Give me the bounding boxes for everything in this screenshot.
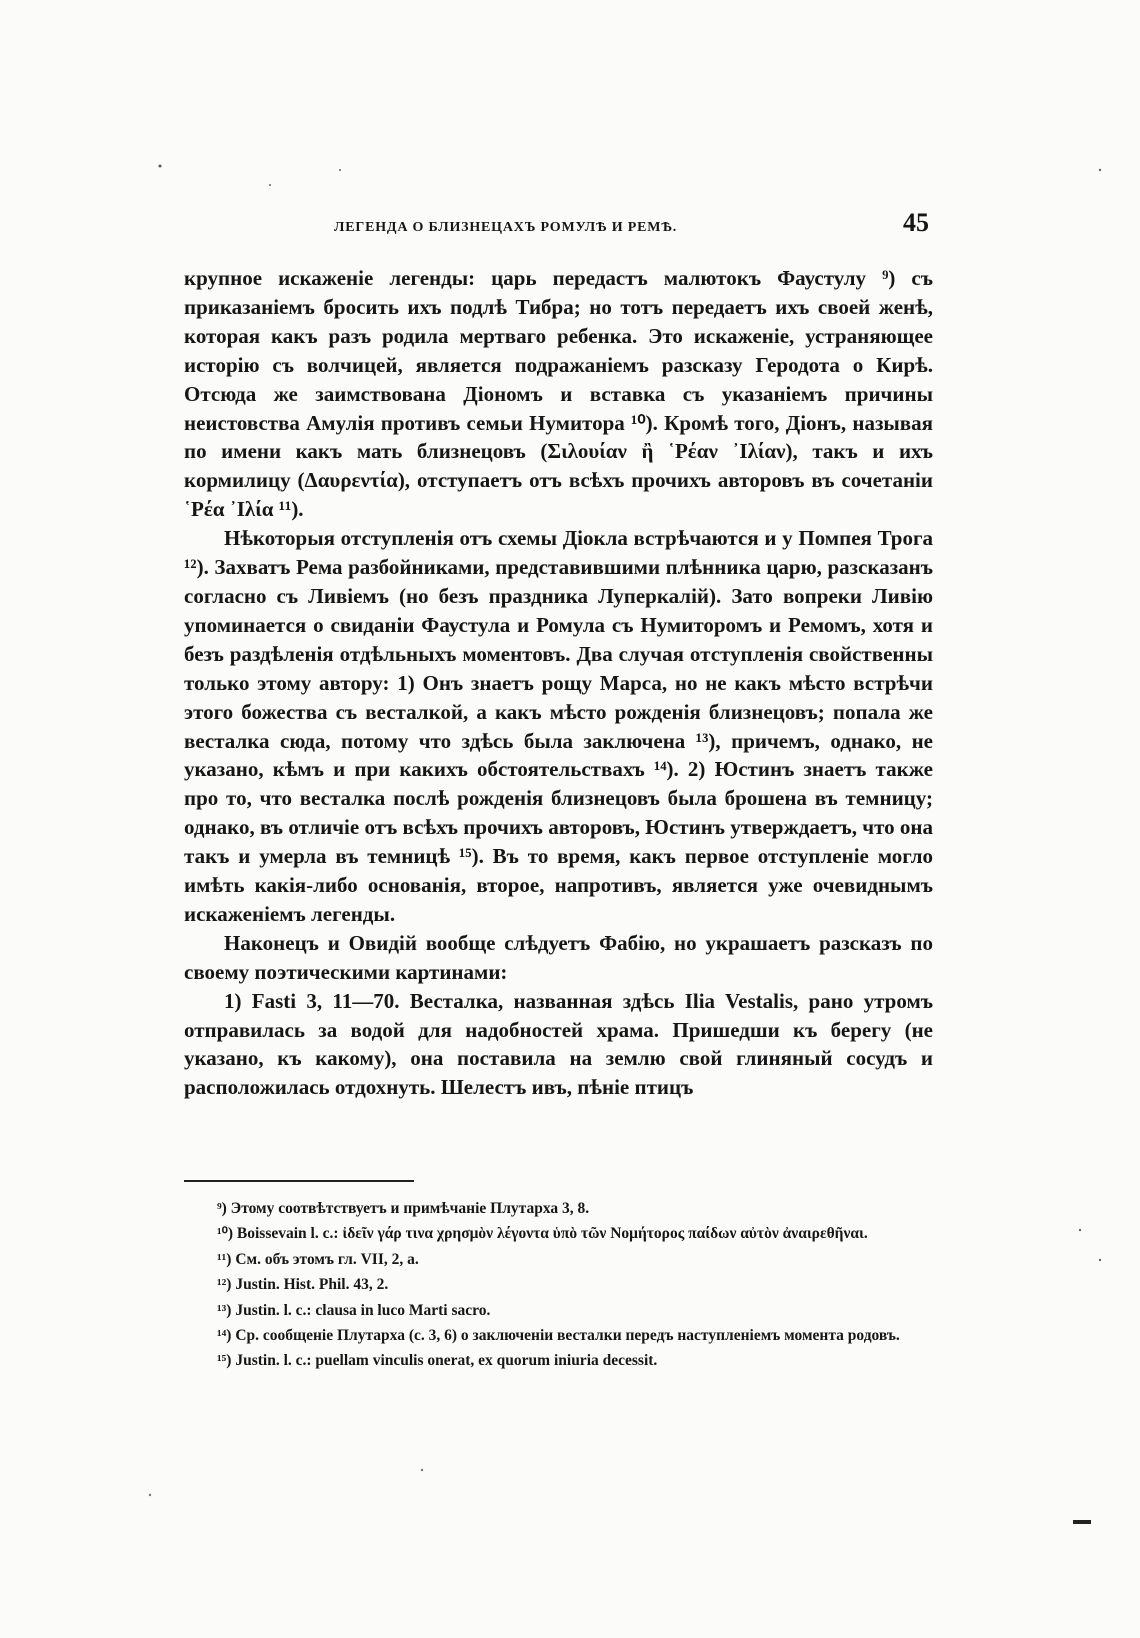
footnote: ¹¹) См. объ этомъ гл. VII, 2, a. bbox=[217, 1250, 419, 1268]
page-header bbox=[184, 204, 933, 244]
footnote: ¹⁵) Justin. l. c.: puellam vinculis onerat, ex quorum iniuria decessit. bbox=[217, 1352, 658, 1370]
footnote-rule bbox=[184, 1180, 414, 1182]
paragraph: крупное искаженіе легенды: царь передастъ малютокъ Фаустулу ⁹) съ приказаніемъ бросить ихъ подлѣ Тибра; но тотъ передаетъ ихъ своей женѣ, которая какъ разъ родила мертваго ребенка. Это искаженіе, устраняющее исторію съ волчицей, является подражаніемъ разсказу Геродота о Кирѣ. Отсюда же заимствована Діономъ и вставка съ указаніемъ причины неистовства Амулія противъ семьи Нумитора ¹⁰). Кромѣ того, Діонъ, называя по имени какъ мать близнецовъ (Σιλουίαν ἢ ῾Ρέαν ᾿Ιλίαν), такъ и ихъ кормилицу (Δαυρεντία), отступаетъ отъ всѣхъ прочихъ авторовъ въ сочетаніи ῾Ρέα ᾿Ιλία ¹¹). bbox=[184, 266, 933, 522]
footnote: ¹³) Justin. l. c.: clausa in luco Marti sacro. bbox=[217, 1301, 491, 1319]
paragraph: Нѣкоторыя отступленія отъ схемы Діокла встрѣчаются и у Помпея Трога ¹²). Захватъ Рема разбойниками, представившими плѣнника царю, разсказанъ согласно съ Ливіемъ (но безъ праздника Луперкалій). Зато вопреки Ливію упоминается о свиданіи Фаустула и Ромула съ Нумиторомъ и Ремомъ, хотя и безъ раздѣленія отдѣльныхъ моментовъ. Два случая отступленія свойственны только этому автору: 1) Онъ знаетъ рощу Марса, но не какъ мѣсто встрѣчи этого божества съ весталкой, а какъ мѣсто рожденія близнецовъ; попала же весталка сюда, потому что здѣсь была заключена ¹³), причемъ, однако, не указано, кѣмъ и при какихъ обстоятельствахъ ¹⁴). 2) Юстинъ знаетъ также про то, что весталка послѣ рожденія близнецовъ была брошена въ темницу; однако, въ отличіе отъ всѣхъ прочихъ авторовъ, Юстинъ утверждаетъ, что она такъ и умерла въ темницѣ ¹⁵). Въ то время, какъ первое отступленіе могло имѣть какія-либо основанія, второе, напротивъ, является уже очевиднымъ искаженіемъ легенды. bbox=[184, 526, 933, 926]
paragraph: Наконецъ и Овидій вообще слѣдуетъ Фабію, но украшаетъ разсказъ по своему поэтическими картинами: bbox=[184, 930, 933, 984]
footnote: ¹⁴) Ср. сообщеніе Плутарха (с. 3, 6) о заключеніи весталки передъ наступленіемъ момента родовъ. bbox=[217, 1327, 900, 1345]
paragraph: 1) Fasti 3, 11—70. Весталка, названная здѣсь Ilia Vestalis, рано утромъ отправилась за водой для надобностей храма. Пришедши къ берегу (не указано, къ какому), она поставила на землю свой глиняный сосудъ и расположилась отдохнуть. Шелестъ ивъ, пѣніе птицъ bbox=[184, 988, 933, 1100]
footnote: ⁹) Этому соотвѣтствуетъ и примѣчаніе Плутарха 3, 8. bbox=[217, 1200, 590, 1217]
running-title: ЛЕГЕНДА О БЛИЗНЕЦАХЪ РОМУЛѢ И РЕМѢ. bbox=[334, 220, 678, 235]
page-number: 45 bbox=[903, 208, 929, 237]
footnote: ¹²) Justin. Hist. Phil. 43, 2. bbox=[217, 1276, 389, 1294]
footnote: ¹⁰) Boissevain l. c.: ἰδεῖν γάρ τινα χρησμὸν λέγοντα ὑπὸ τῶν Νομήτορος παίδων αὐτὸν ἀναιρεθῆναι. bbox=[217, 1225, 868, 1243]
main-text bbox=[184, 264, 933, 1102]
footnotes bbox=[184, 1196, 933, 1374]
